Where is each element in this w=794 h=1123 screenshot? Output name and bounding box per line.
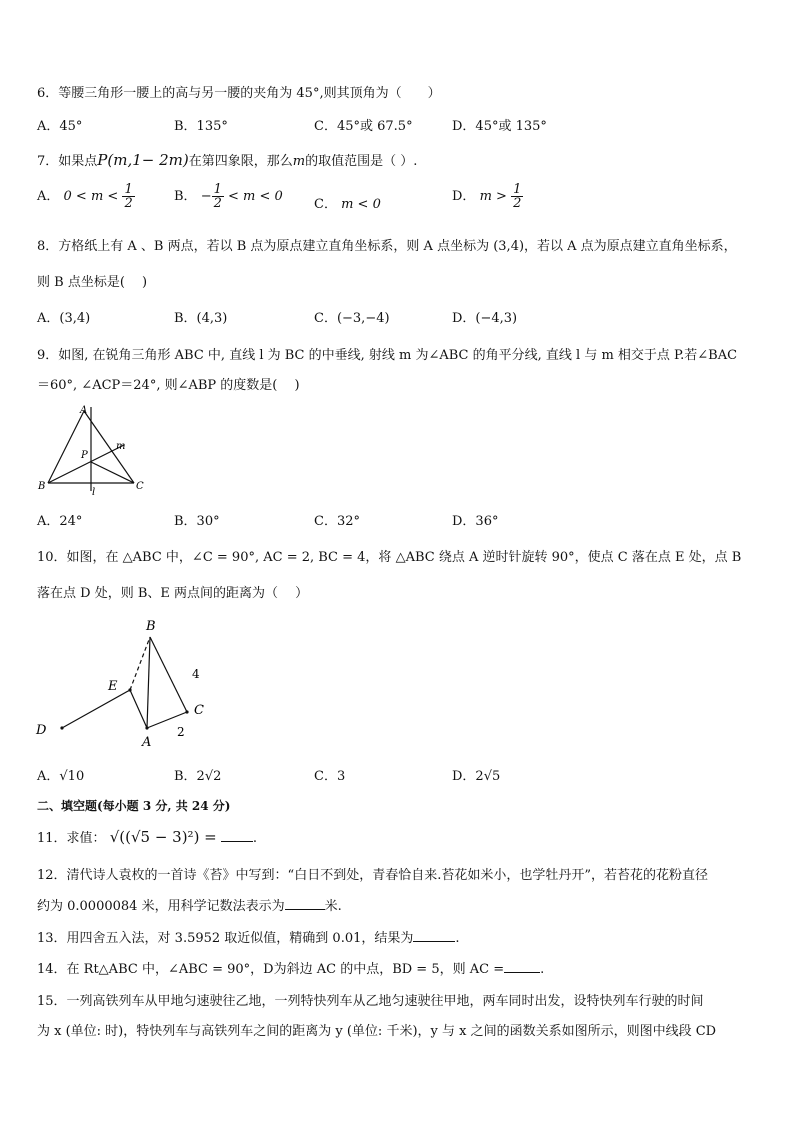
label-m: m <box>116 441 126 452</box>
numerator: 1 <box>213 182 222 197</box>
q13 <box>37 927 460 946</box>
label-d: D <box>36 723 47 738</box>
q9-option-b[interactable]: B．30° <box>174 514 220 529</box>
point-e <box>128 688 131 691</box>
fraction <box>122 183 134 210</box>
label-a: A <box>142 735 152 750</box>
label-e: E <box>108 679 118 694</box>
q10-option-b[interactable]: B．2√2 <box>174 769 222 784</box>
label-b: B <box>38 481 46 492</box>
q7-point: P(m,1− 2m) <box>97 151 189 169</box>
q10-rotation-figure <box>32 612 222 752</box>
label-p: P <box>81 450 88 461</box>
option-letter: C． <box>314 197 337 212</box>
q9-triangle-figure <box>36 403 156 495</box>
numerator: 1 <box>513 182 522 197</box>
denominator: 2 <box>124 196 133 211</box>
segment-bc <box>150 637 187 712</box>
q7-stem-prefix: 7．如果点 <box>37 154 98 169</box>
q9-line1: 9．如图, 在锐角三角形 ABC 中, 直线 l 为 BC 的中垂线, 射线 m 为∠ABC 的角平分线, 直线 l 与 m 相交于点 P.若∠BAC <box>37 348 738 363</box>
q12-answer-blank[interactable] <box>285 909 325 910</box>
q13-text: 13．用四舍五入法，对 3.5952 取近似值，精确到 0.01，结果为 <box>37 931 414 946</box>
q7-option-b[interactable] <box>174 183 283 210</box>
q12-line2-b: 米. <box>324 899 342 914</box>
q9-option-a[interactable]: A．24° <box>37 514 83 529</box>
q12-line2 <box>37 895 342 914</box>
denominator: 2 <box>213 196 222 211</box>
option-letter: B． <box>174 189 197 204</box>
option-letter: A． <box>37 189 60 204</box>
q10-option-d[interactable]: D．2√5 <box>452 769 501 784</box>
q6-option-a[interactable]: A．45° <box>37 119 83 134</box>
q11 <box>37 827 257 846</box>
label-c: C <box>194 703 204 718</box>
option-letter: D． <box>452 189 476 204</box>
option-expr: − <box>200 189 212 204</box>
q10-line2: 落在点 D 处，则 B、E 两点间的距离为（ ） <box>37 586 309 601</box>
q14 <box>37 958 544 977</box>
fraction <box>511 183 523 210</box>
segment-be-dashed <box>130 637 150 690</box>
q11-expr: √((√5 − 3)²) = <box>109 828 217 846</box>
q14-text: 14．在 Rt△ABC 中，∠ABC = 90°，D为斜边 AC 的中点，BD = 5，则 AC = <box>37 962 505 977</box>
q6-stem: 6．等腰三角形一腰上的高与另一腰的夹角为 45°,则其顶角为（ ） <box>37 86 441 101</box>
q14-answer-blank[interactable] <box>504 972 540 973</box>
denominator: 2 <box>513 196 522 211</box>
option-expr: m < 0 <box>341 197 381 212</box>
q12-line2-a: 约为 0.0000084 米，用科学记数法表示为 <box>37 899 285 914</box>
numerator: 1 <box>124 182 133 197</box>
q8-option-b[interactable]: B．(4,3) <box>174 311 228 326</box>
q10-line1: 10．如图，在 △ABC 中，∠C = 90°, AC = 2, BC = 4，将 △ABC 绕点 A 逆时针旋转 90°，使点 C 落在点 E 处，点 B <box>37 550 742 565</box>
fraction <box>212 183 224 210</box>
q15-line1: 15．一列高铁列车从甲地匀速驶往乙地，一列特快列车从乙地匀速驶往甲地，两车同时出发，设特快列车行驶的时间 <box>37 994 704 1009</box>
segment-de <box>62 690 130 728</box>
segment-ab <box>147 637 150 728</box>
section-heading: 二、填空题(每小题 3 分, 共 24 分) <box>37 799 231 813</box>
q7-stem-end: 的取值范围是（ ）. <box>305 154 418 169</box>
segment-pc <box>91 462 134 483</box>
q7-stem-suffix: 在第四象限，那么 <box>188 154 293 169</box>
q10-option-a[interactable]: A．√10 <box>37 769 85 784</box>
point-c <box>185 710 188 713</box>
q8-line1: 8．方格纸上有 A 、B 两点，若以 B 点为原点建立直角坐标系，则 A 点坐标为 (3,4)，若以 A 点为原点建立直角坐标系， <box>37 239 737 254</box>
q8-option-a[interactable]: A．(3,4) <box>37 311 91 326</box>
q15-line2: 为 x (单位: 时)，特快列车与高铁列车之间的距离为 y (单位: 千米)，y 与 x 之间的函数关系如图所示，则图中线段 CD <box>37 1024 717 1039</box>
point-a <box>145 726 148 729</box>
q7-stem <box>37 150 417 169</box>
q7-option-d[interactable] <box>452 183 523 210</box>
option-expr: m > <box>479 189 507 204</box>
q6-option-d[interactable]: D．45°或 135° <box>452 119 547 134</box>
label-c: C <box>136 481 144 492</box>
q7-option-c[interactable] <box>314 193 381 212</box>
side-ab <box>48 411 84 483</box>
option-expr: < m < 0 <box>228 189 283 204</box>
label-b: B <box>146 619 156 634</box>
q6-option-c[interactable]: C．45°或 67.5° <box>314 119 413 134</box>
q11-answer-blank[interactable] <box>221 841 253 842</box>
q11-end: . <box>252 831 258 846</box>
q7-option-a[interactable] <box>37 183 135 210</box>
q9-line2: ＝60°, ∠ACP＝24°, 则∠ABP 的度数是( ) <box>37 378 300 393</box>
q11-prefix: 11．求值： <box>37 831 106 846</box>
label-ac-length: 2 <box>177 725 185 739</box>
q14-end: . <box>540 962 545 977</box>
q8-line2: 则 B 点坐标是( ) <box>37 275 148 290</box>
q9-option-c[interactable]: C．32° <box>314 514 360 529</box>
q13-answer-blank[interactable] <box>413 941 455 942</box>
q10-option-c[interactable]: C．3 <box>314 769 346 784</box>
q8-option-d[interactable]: D．(−4,3) <box>452 311 518 326</box>
q9-option-d[interactable]: D．36° <box>452 514 499 529</box>
q8-option-c[interactable]: C．(−3,−4) <box>314 311 390 326</box>
q7-var: m <box>292 154 306 169</box>
segment-ea <box>130 690 147 728</box>
label-bc-length: 4 <box>192 667 200 681</box>
option-expr: 0 < m < <box>63 189 119 204</box>
q6-option-b[interactable]: B．135° <box>174 119 228 134</box>
q13-end: . <box>455 931 460 946</box>
label-a: A <box>80 405 88 416</box>
label-l: l <box>92 487 96 495</box>
point-d <box>60 726 63 729</box>
q12-line1: 12．清代诗人袁枚的一首诗《苔》中写到：“白日不到处，青春恰自来.苔花如米小，也学牡丹开”，若苔花的花粉直径 <box>37 868 708 883</box>
